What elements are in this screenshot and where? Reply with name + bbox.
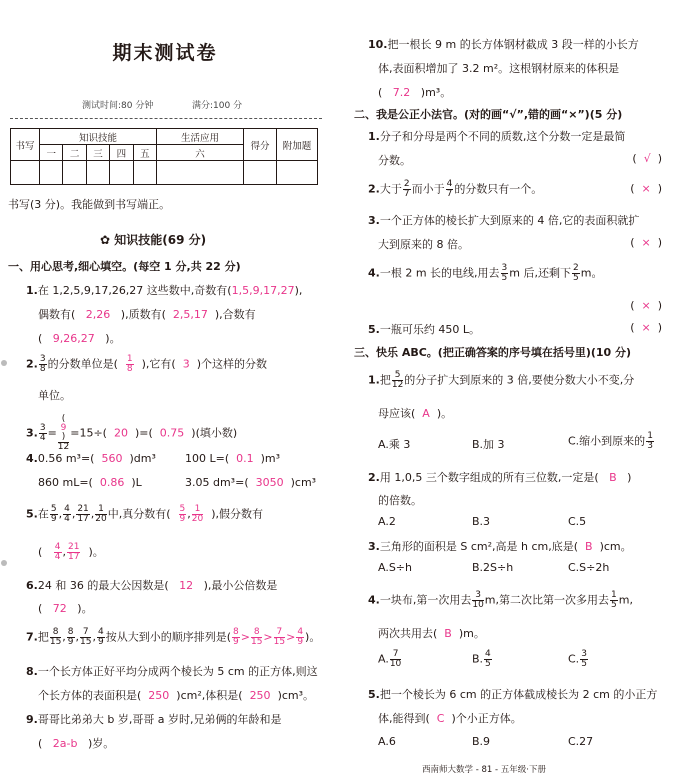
p3q5-line2: 体,能得到( C )个小正方体。	[378, 712, 522, 725]
score-cell[interactable]	[110, 161, 133, 185]
answer: $\frac{1}{8}$	[126, 354, 133, 374]
sub-col: 四	[110, 145, 133, 161]
score-cell[interactable]	[40, 161, 63, 185]
p2q3-line1: 3.一个正方体的棱长扩大到原来的 4 倍,它的表面积就扩	[368, 214, 640, 227]
judge-mark: ( × )	[630, 321, 662, 334]
option: B.加 3	[472, 438, 505, 451]
judge-mark: ( × )	[630, 182, 662, 195]
p3q5-line1: 5.把一个棱长为 6 cm 的正方体截成棱长为 2 cm 的小正方	[368, 688, 658, 701]
score-cell[interactable]	[244, 161, 277, 185]
q8-line1: 8.一个长方体正好平均分成两个棱长为 5 cm 的正方体,则这	[26, 665, 318, 678]
sub-col: 六	[157, 145, 244, 161]
answer: A	[422, 407, 430, 420]
p3q2-line1: 2.用 1,0,5 三个数字组成的所有三位数,一定是( B )	[368, 471, 632, 484]
option: A.乘 3	[378, 438, 411, 451]
sub-col: 一	[40, 145, 63, 161]
answer: 250	[148, 689, 170, 702]
option: C.S÷2h	[568, 561, 610, 574]
answer: 9	[60, 423, 67, 433]
answer: 7.2	[392, 86, 411, 99]
answer: 0.86	[99, 476, 125, 489]
answer: B	[609, 471, 617, 484]
option: B.3	[472, 515, 491, 528]
answer: $\frac{8}{9}$	[233, 627, 239, 647]
q5-line1: 5.在 $\frac{5}{9}$ , $\frac{4}{4}$ , $\frac{21}{17}$ , $\frac{1}{20}$ 中,真分数有( $\frac{5}{9}$ , $\frac{1}{20}$ ),假分数有	[26, 504, 263, 524]
answer: 1,5,9,17,27	[231, 284, 295, 297]
part1-heading: 一、用心思考,细心填空。(每空 1 分,共 22 分)	[8, 260, 241, 273]
p3q2-line2: 的倍数。	[378, 494, 422, 507]
q1-line1: 1.在 1,2,5,9,17,26,27 这些数中,奇数有(1,5,9,17,27),	[26, 284, 303, 297]
answer: $\frac{1}{20}$	[191, 504, 204, 524]
q8-line2: 个长方体的表面积是( 250 )cm²,体积是( 250 )cm³。	[38, 689, 315, 702]
answer: 3050	[255, 476, 284, 489]
p3q4-line2: 两次共用去( B )m。	[378, 627, 485, 640]
score-cell[interactable]	[133, 161, 156, 185]
answer: 9,26,27	[52, 332, 95, 345]
q9-line1: 9.哥哥比弟弟大 b 岁,哥哥 a 岁时,兄弟俩的年龄和是	[26, 713, 282, 726]
answer: $\frac{8}{15}$	[250, 627, 263, 647]
p3q4-line1: 4.一块布,第一次用去 $\frac{3}{10}$ m,第二次比第一次多用去 $\frac{1}{5}$ m,	[368, 590, 633, 610]
answer: 0.75	[159, 426, 185, 440]
q2-line2: 单位。	[38, 389, 71, 402]
header-extra: 附加题	[277, 129, 318, 161]
q5-line2: ( $\frac{4}{4}$ , $\frac{21}{17}$ )。	[38, 542, 104, 562]
q10-line2: 体,表面积增加了 3.2 m²。这根钢材原来的体积是	[378, 62, 620, 75]
score-cell[interactable]	[157, 161, 244, 185]
q3-line: 3. $\frac{3}{4}$ = ( 9 ) 12 =15÷( 20 )=( 0.75 )(填小数)	[26, 414, 238, 452]
q1-line2: 偶数有( 2,26 ),质数有( 2,5,17 ),合数有	[38, 308, 256, 321]
p3q1-line1: 1.把 $\frac{5}{12}$ 的分子扩大到原来的 3 倍,要使分数大小不变,分	[368, 370, 635, 390]
judge-mark: ( √ )	[632, 152, 662, 165]
answer: 12	[179, 579, 194, 592]
judge-mark: ( × )	[630, 299, 662, 312]
p2q2-line: 2.大于 $\frac{2}{7}$ 而小于 $\frac{4}{7}$ 的分数只有一个。	[368, 179, 543, 199]
answer: $\frac{21}{17}$	[68, 542, 80, 562]
score-cell[interactable]	[86, 161, 109, 185]
score-cell[interactable]	[11, 161, 40, 185]
q4-line2b: 3.05 dm³=( 3050 )cm³	[185, 476, 317, 489]
answer: 0.1	[236, 452, 254, 465]
header-application: 生活应用	[157, 129, 244, 145]
p2q5-line: 5.一瓶可乐约 450 L。	[368, 323, 480, 336]
option: C.缩小到原来的 $\frac{1}{3}$	[568, 431, 653, 451]
test-time: 测试时间:80 分钟	[82, 101, 154, 111]
answer: 2,26	[85, 308, 111, 321]
answer: 20	[113, 426, 128, 440]
answer: $\frac{4}{9}$	[297, 627, 304, 647]
answer: C	[436, 712, 445, 725]
sub-col: 二	[63, 145, 86, 161]
score-table	[10, 128, 318, 185]
page-footer: 西南师大数学 - 81 - 五年级·下册	[422, 765, 546, 775]
part2-heading: 二、我是公正小法官。(对的画“√”,错的画“×”)(5 分)	[354, 108, 623, 121]
q6-line2: ( 72 )。	[38, 602, 93, 615]
option: B.2S÷h	[472, 561, 514, 574]
header-writing: 书写	[11, 129, 40, 161]
option: C.27	[568, 735, 594, 748]
p2q3-line2: 大到原来的 8 倍。	[378, 238, 469, 251]
page-title: 期末测试卷	[112, 42, 218, 64]
divider	[10, 118, 322, 119]
answer: B	[444, 627, 452, 640]
q4-line1b: 100 L=( 0.1 )m³	[185, 452, 281, 465]
option: C. $\frac{3}{5}$	[568, 649, 587, 669]
sub-col: 三	[86, 145, 109, 161]
answer: $\frac{5}{9}$	[179, 504, 186, 524]
q6-line1: 6.24 和 36 的最大公因数是( 12 ),最小公倍数是	[26, 579, 278, 592]
answer: 72	[52, 602, 67, 615]
q10-line1: 10.把一根长 9 m 的长方体钢材截成 3 段一样的小长方	[368, 38, 639, 51]
score-cell[interactable]	[63, 161, 86, 185]
p2q1-line2: 分数。	[378, 154, 411, 167]
q4-line2: 860 mL=( 0.86 )L	[38, 476, 142, 489]
binding-hole	[1, 360, 7, 366]
option: A. $\frac{7}{10}$	[378, 649, 402, 669]
q1-line3: ( 9,26,27 )。	[38, 332, 121, 345]
q9-line2: ( 2a-b )岁。	[38, 737, 115, 750]
q2-line1: 2. $\frac{3}{8}$ 的分数单位是( $\frac{1}{8}$ ),它有( 3 )个这样的分数	[26, 354, 267, 374]
judge-mark: ( × )	[630, 236, 662, 249]
answer: 560	[101, 452, 123, 465]
score-cell[interactable]	[277, 161, 318, 185]
full-score: 满分:100 分	[192, 101, 243, 111]
option: A.6	[378, 735, 396, 748]
header-knowledge: 知识技能	[40, 129, 157, 145]
p3q3-line1: 3.三角形的面积是 S cm²,高是 h cm,底是( B )cm。	[368, 540, 632, 553]
binding-hole	[1, 560, 7, 566]
option: B. $\frac{4}{5}$	[472, 649, 491, 669]
part3-heading: 三、快乐 ABC。(把正确答案的序号填在括号里)(10 分)	[354, 346, 632, 359]
answer: B	[585, 540, 593, 553]
answer: 2,5,17	[172, 308, 208, 321]
section-knowledge: ✿ 知识技能(69 分)	[100, 233, 207, 247]
p3q1-line2: 母应该( A )。	[378, 407, 453, 420]
q7-line: 7.把 $\frac{8}{15}$ , $\frac{8}{9}$ , $\frac{7}{15}$ , $\frac{4}{9}$ 按从大到小的顺序排列是( $\frac{8}{9}$ > $\frac{8}{15}$ > $\frac{7}{15}$ > $\frac{4}{9}$ )。	[26, 627, 321, 647]
answer: $\frac{4}{4}$	[54, 542, 61, 562]
answer: 250	[249, 689, 271, 702]
answer: $\frac{7}{15}$	[273, 627, 286, 647]
answer: 3	[182, 357, 190, 371]
header-score: 得分	[244, 129, 277, 161]
option: B.9	[472, 735, 491, 748]
p2q1-line1: 1.分子和分母是两个不同的质数,这个分数一定是最简	[368, 130, 626, 143]
q4-line1: 4.0.56 m³=( 560 )dm³	[26, 452, 156, 465]
sub-col: 五	[133, 145, 156, 161]
option: A.S÷h	[378, 561, 412, 574]
option: A.2	[378, 515, 396, 528]
q10-line3: ( 7.2 )m³。	[378, 86, 452, 99]
writing-note: 书写(3 分)。我能做到书写端正。	[8, 198, 171, 211]
p2q4-line: 4.一根 2 m 长的电线,用去 $\frac{3}{5}$ m 后,还剩下 $\frac{2}{5}$ m。	[368, 263, 603, 283]
option: C.5	[568, 515, 587, 528]
answer: 2a-b	[52, 737, 78, 750]
